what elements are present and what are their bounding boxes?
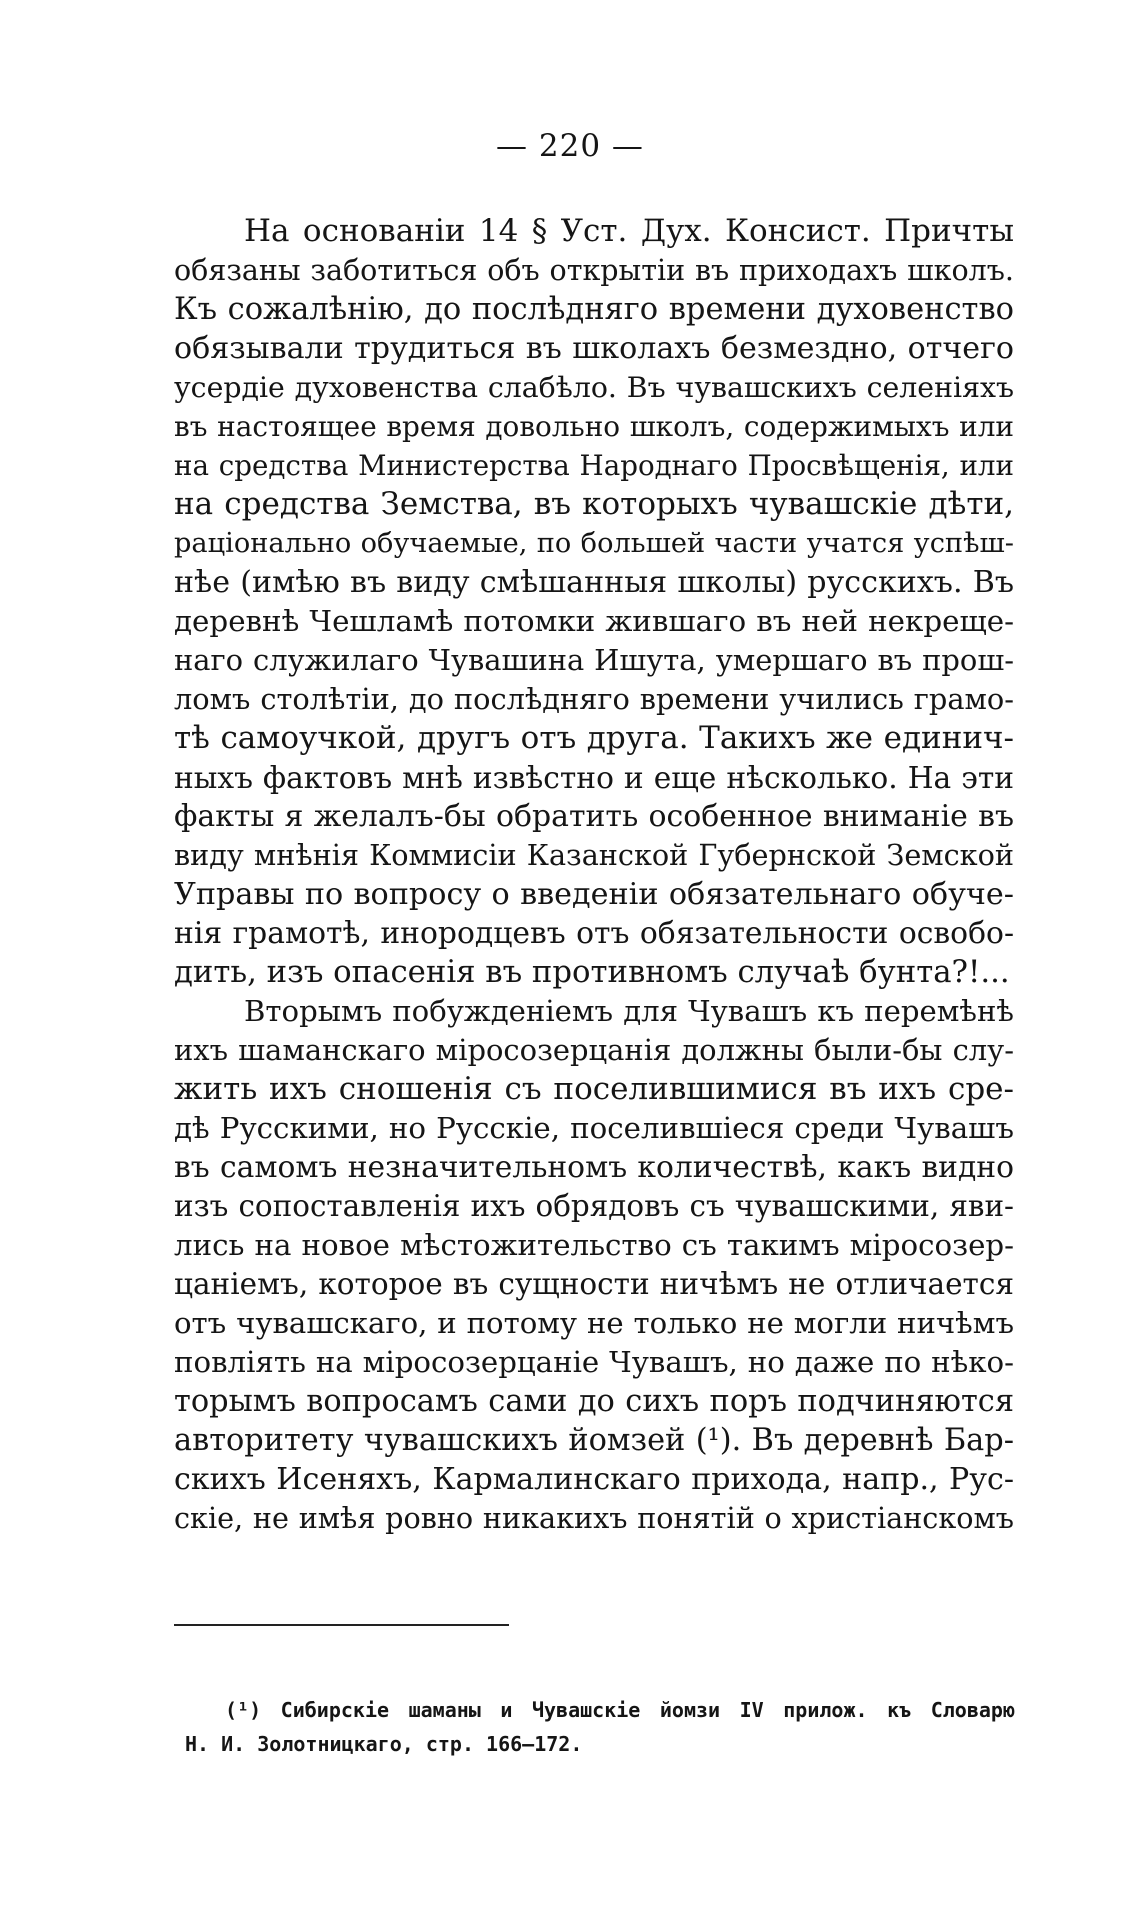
- text-line: ныхъ фактовъ мнѣ извѣстно и еще нѣсколько. На эти: [174, 760, 1014, 795]
- text-line: факты я желалъ-бы обратить особенное вниманіе въ: [174, 799, 1014, 834]
- text-line: на средства Министерства Народнаго Просвѣщенія, или: [174, 449, 1014, 482]
- text-line: усердіе духовенства слабѣло. Въ чувашскихъ селеніяхъ: [174, 371, 1014, 404]
- text-line: жить ихъ сношенія съ поселившимися въ ихъ сре-: [174, 1071, 1014, 1107]
- text-line: ломъ столѣтіи, до послѣдняго времени учились грамо-: [174, 682, 1014, 716]
- text-line: въ настоящее время довольно школъ, содержимыхъ или: [174, 410, 1014, 443]
- page-number: — 220 —: [496, 128, 644, 164]
- text-line: авторитету чувашскихъ йомзей (¹). Въ деревнѣ Бар-: [174, 1423, 1014, 1458]
- text-line: отъ чувашскаго, и потому не только не могли ничѣмъ: [174, 1306, 1014, 1340]
- text-line: тѣ самоучкой, другъ отъ друга. Такихъ же единич-: [174, 720, 1014, 756]
- text-line: раціонально обучаемые, по большей части учатся успѣш-: [174, 528, 1014, 559]
- text-line: цаніемъ, которое въ сущности ничѣмъ не отличается: [174, 1267, 1014, 1301]
- text-line: лись на новое мѣстожительство съ такимъ міросозер-: [174, 1228, 1014, 1262]
- text-line: скіе, не имѣя ровно никакихъ понятій о христіанскомъ: [174, 1501, 1014, 1535]
- text-line: виду мнѣнія Коммисіи Казанской Губернской Земской: [174, 838, 1014, 872]
- text-line: Вторымъ побужденіемъ для Чувашъ къ перемѣнѣ: [244, 994, 1014, 1028]
- text-line: повліять на міросозерцаніе Чувашъ, но даже по нѣко-: [174, 1345, 1014, 1379]
- text-line: ихъ шаманскаго міросозерцанія должны были-бы слу-: [174, 1033, 1014, 1067]
- text-line: дить, изъ опасенія въ противномъ случаѣ бунта?!...: [174, 954, 1010, 990]
- text-line: на средства Земства, въ которыхъ чувашскіе дѣти,: [174, 486, 1014, 522]
- text-line: нія грамотѣ, инородцевъ отъ обязательности освобо-: [174, 916, 1014, 951]
- text-line: обязывали трудиться въ школахъ безмездно, отчего: [174, 331, 1014, 366]
- text-line: обязаны заботиться объ открытіи въ приходахъ школъ.: [174, 254, 1014, 287]
- text-line: скихъ Исеняхъ, Кармалинскаго прихода, напр., Рус-: [174, 1462, 1014, 1497]
- footnote-line: Н. И. Золотницкаго, стр. 166—172.: [185, 1732, 583, 1756]
- text-line: На основаніи 14 § Уст. Дух. Консист. Причты: [244, 213, 1014, 249]
- footnote-divider: [174, 1624, 509, 1626]
- text-line: въ самомъ незначительномъ количествѣ, какъ видно: [174, 1150, 1014, 1185]
- text-line: Управы по вопросу о введеніи обязательнаго обуче-: [174, 877, 1014, 912]
- text-line: дѣ Русскими, но Русскіе, поселившіеся среди Чувашъ: [174, 1111, 1014, 1145]
- footnote-line: (¹) Сибирскіе шаманы и Чувашскіе йомзи IV прилож. къ Словарю: [225, 1698, 1015, 1722]
- text-line: деревнѣ Чешламѣ потомки жившаго въ ней некреще-: [174, 604, 1014, 638]
- text-line: торымъ вопросамъ сами до сихъ поръ подчиняются: [174, 1384, 1014, 1419]
- text-line: Къ сожалѣнію, до послѣдняго времени духовенство: [174, 292, 1014, 327]
- text-line: изъ сопоставленія ихъ обрядовъ съ чувашскими, яви-: [174, 1189, 1014, 1223]
- text-line: наго служилаго Чувашина Ишута, умершаго въ прош-: [174, 643, 1014, 677]
- text-line: нѣе (имѣю въ виду смѣшанныя школы) русскихъ. Въ: [174, 565, 1014, 600]
- body-text: [174, 212, 1014, 1538]
- footnotes: [185, 1693, 1015, 1761]
